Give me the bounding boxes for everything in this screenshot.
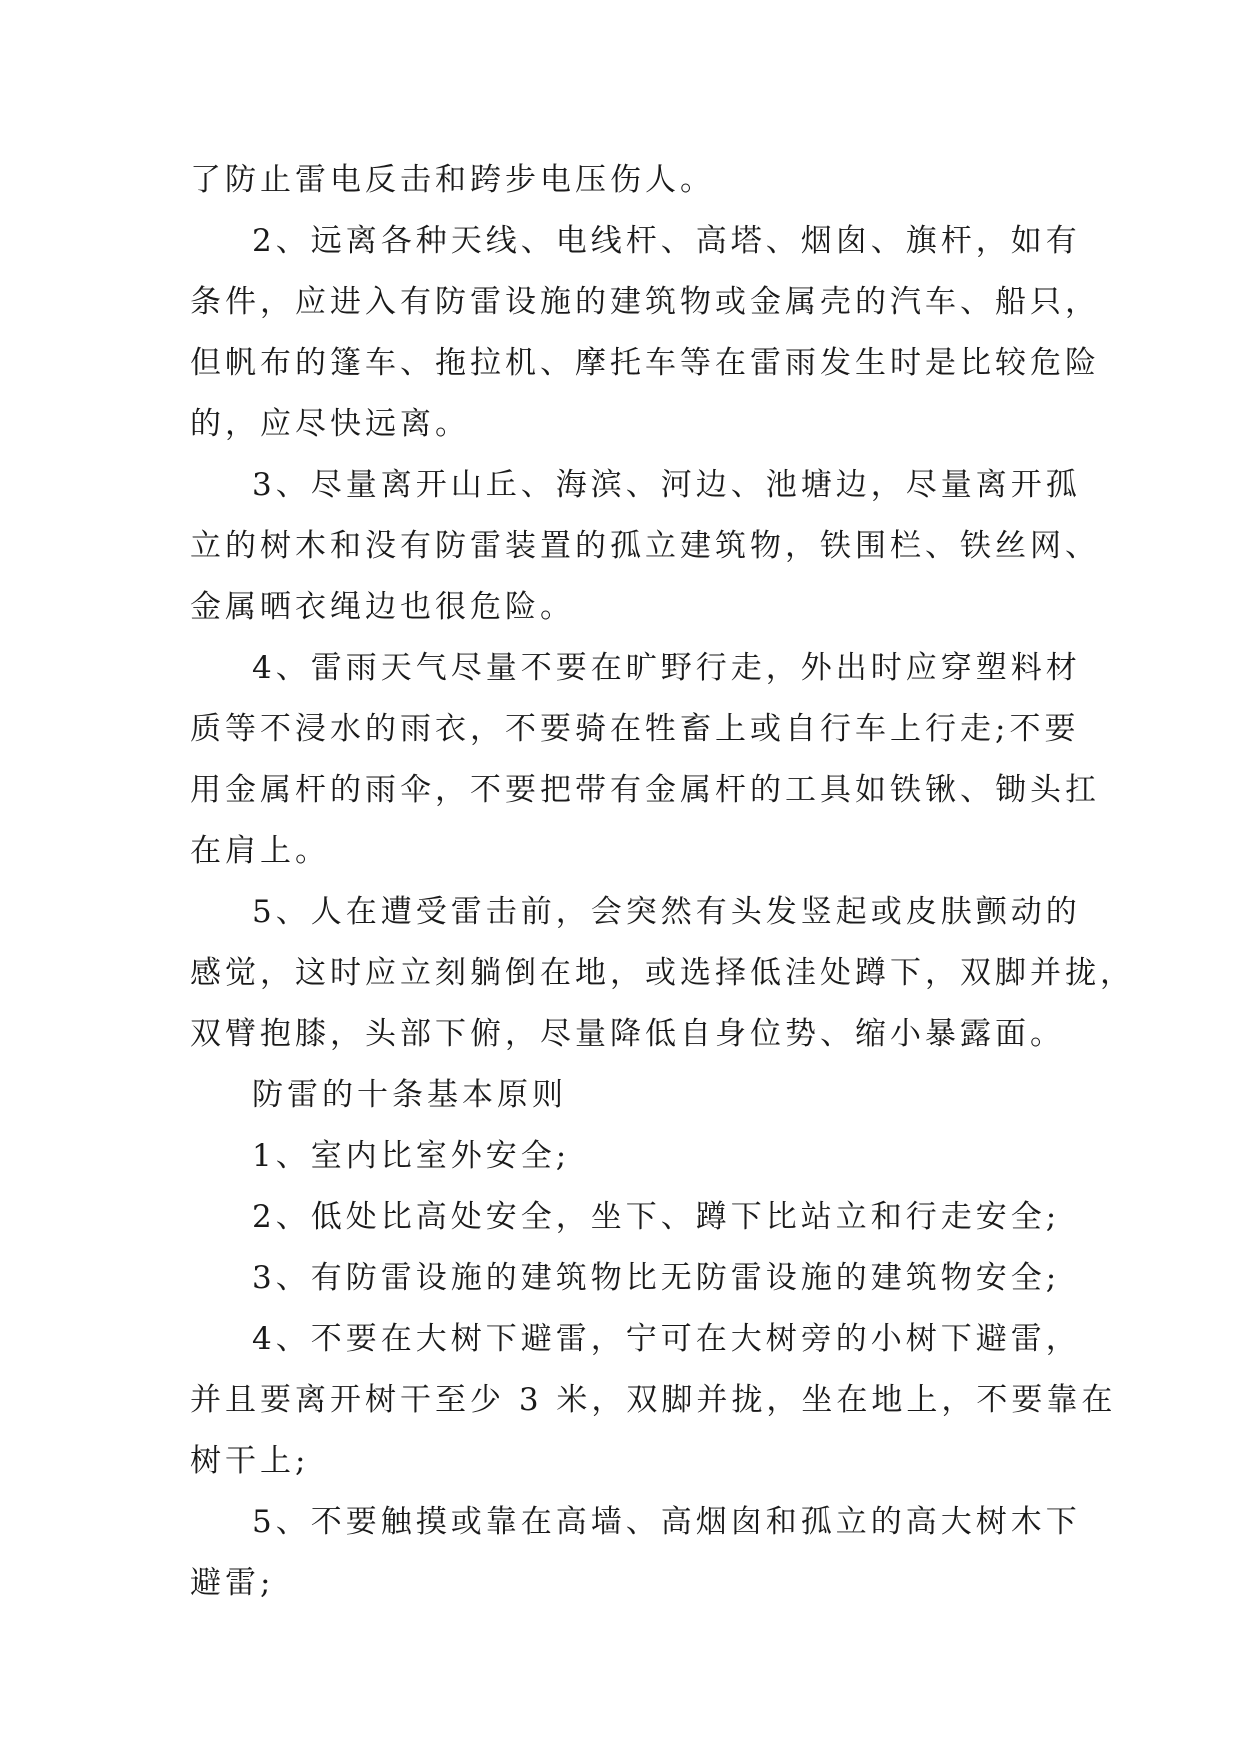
document-body	[190, 150, 1135, 1614]
text-line-7: 立的树木和没有防雷装置的孤立建筑物，铁围栏、铁丝网、	[190, 528, 1100, 564]
text-line-20: 4、不要在大树下避雷，宁可在大树旁的小树下避雷，	[252, 1321, 1081, 1357]
text-line-23: 5、不要触摸或靠在高墙、高烟囱和孤立的高大树木下	[252, 1504, 1081, 1540]
text-line-14: 感觉，这时应立刻躺倒在地，或选择低洼处蹲下，双脚并拢，	[190, 955, 1135, 991]
text-line-17: 1、室内比室外安全;	[252, 1138, 571, 1174]
text-line-8: 金属晒衣绳边也很危险。	[190, 589, 575, 625]
text-line-13: 5、人在遭受雷击前，会突然有头发竖起或皮肤颤动的	[252, 894, 1081, 930]
text-line-10: 质等不浸水的雨衣，不要骑在牲畜上或自行车上行走;不要	[190, 711, 1080, 747]
text-line-2: 2、远离各种天线、电线杆、高塔、烟囱、旗杆，如有	[252, 223, 1081, 259]
text-line-18: 2、低处比高处安全，坐下、蹲下比站立和行走安全;	[252, 1199, 1061, 1235]
text-line-21: 并且要离开树干至少 3 米，双脚并拢，坐在地上，不要靠在	[190, 1382, 1117, 1418]
text-line-11: 用金属杆的雨伞，不要把带有金属杆的工具如铁锹、锄头扛	[190, 772, 1100, 808]
text-line-3: 条件，应进入有防雷设施的建筑物或金属壳的汽车、船只，	[190, 284, 1100, 320]
text-line-24: 避雷;	[190, 1565, 275, 1601]
section-heading: 防雷的十条基本原则	[252, 1077, 567, 1113]
text-line-6: 3、尽量离开山丘、海滨、河边、池塘边，尽量离开孤	[252, 467, 1081, 503]
text-line-9: 4、雷雨天气尽量不要在旷野行走，外出时应穿塑料材	[252, 650, 1081, 686]
text-line-4: 但帆布的篷车、拖拉机、摩托车等在雷雨发生时是比较危险	[190, 345, 1100, 381]
text-line-19: 3、有防雷设施的建筑物比无防雷设施的建筑物安全;	[252, 1260, 1061, 1296]
text-line-22: 树干上;	[190, 1443, 310, 1479]
text-line-5: 的，应尽快远离。	[190, 406, 470, 442]
text-line-1: 了防止雷电反击和跨步电压伤人。	[190, 162, 715, 198]
text-line-12: 在肩上。	[190, 833, 330, 869]
text-line-15: 双臂抱膝，头部下俯，尽量降低自身位势、缩小暴露面。	[190, 1016, 1065, 1052]
